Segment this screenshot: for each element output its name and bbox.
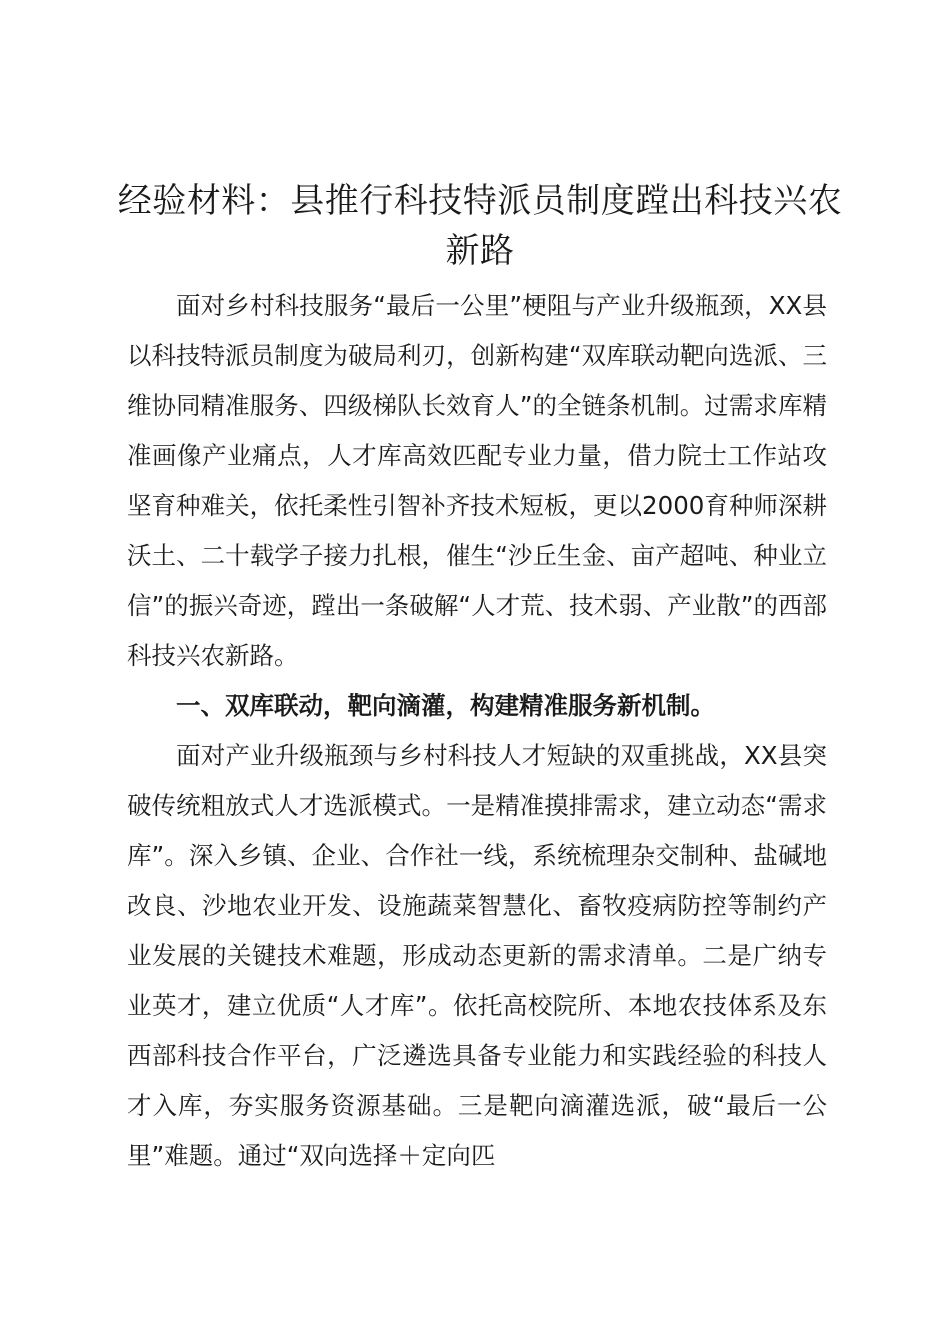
section-paragraph: 面对产业升级瓶颈与乡村科技人才短缺的双重挑战，XX县突破传统粗放式人才选派模式。一是精准摸排需求，建立动态“需求库”。深入乡镇、企业、合作社一线，系统梳理杂交制种、盐碱地改良、沙地农业开发、设施蔬菜智慧化、畜牧疫病防控等制约产业发展的关键技术难题，形成动态更新的需求清单。二是广纳专业英才，建立优质“人才库”。依托高校院所、本地农技体系及东西部科技合作平台，广泛遴选具备专业能力和实践经验的科技人才入库，夯实服务资源基础。三是靶向滴灌选派，破“最后一公里”难题。通过“双向选择＋定向匹 [127, 741, 827, 1170]
section-heading: 一、双库联动，靶向滴灌，构建精准服务新机制。 [176, 691, 715, 720]
intro-paragraph: 面对乡村科技服务“最后一公里”梗阻与产业升级瓶颈，XX县以科技特派员制度为破局利刃，创新构建“双库联动靶向选派、三维协同精准服务、四级梯队长效育人”的全链条机制。过需求库精准画像产业痛点，人才库高效匹配专业力量，借力院士工作站攻坚育种难关，依托柔性引智补齐技术短板，更以2000育种师深耕沃土、二十载学子接力扎根，催生“沙丘生金、亩产超吨、种业立信”的振兴奇迹，蹚出一条破解“人才荒、技术弱、产业散”的西部科技兴农新路。 [127, 291, 827, 670]
document-title: 经验材料：县推行科技特派员制度蹚出科技兴农新路 [117, 181, 843, 271]
document-body [127, 281, 827, 1181]
